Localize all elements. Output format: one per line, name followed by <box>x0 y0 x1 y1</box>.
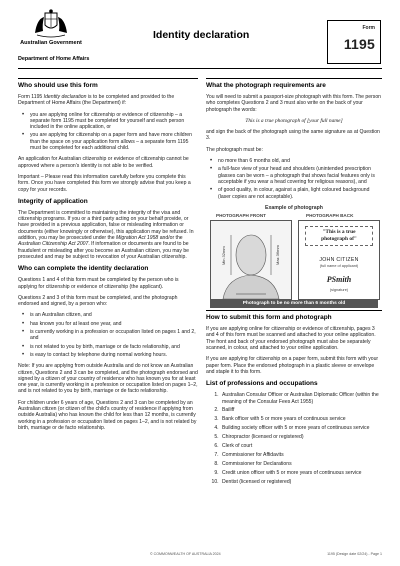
migration-act-italic: Migration Act 1958 <box>115 235 159 242</box>
photo-req-p1: You will need to submit a passport-size photograph with this form. The person who completes Questions 2 and 3 must also write on the back of your photograph the words: <box>206 94 381 113</box>
submit-online-paragraph: If you are applying online for citizenship or evidence of citizenship, pages 3 and 4 of this form must be scanned and attached to your online application. The front and back of your endorsed photograph must also be separately scanned, in colour, and attached to your online application. <box>206 326 376 352</box>
department-name: Department of Home Affairs <box>18 56 90 62</box>
back-line-1: "This is a true <box>322 229 356 236</box>
photo-front-example <box>210 220 292 300</box>
important-paragraph: Important – Please read this information carefully before you complete this form. Once you have completed this form we strongly advise that you keep a copy for your records. <box>18 173 191 193</box>
list-item: 3. Bank officer with 5 or more years of continuous service <box>220 416 382 422</box>
list-item: • you are applying for citizenship on a paper form and have more children than the space on your application form allows – a separate form 1195 must be completed for each additional child. <box>30 132 198 151</box>
section-title-who-should-use: Who should use this form <box>18 82 98 89</box>
who-intro-text: Form 1195 <box>18 94 44 100</box>
section-title-how-to-submit: How to submit this form and photograph <box>206 314 332 322</box>
witness-criteria-list <box>18 312 198 358</box>
form-number-box <box>327 20 381 64</box>
section-title-photo-requirements: What the photograph requirements are <box>206 82 326 89</box>
min-width-label: Min 32mm <box>221 246 226 266</box>
coat-of-arms-icon <box>31 9 71 39</box>
list-item: • you are applying online for citizenship or evidence of citizenship – a separate form 1195 must be completed for yourself and each person included in the online application, or <box>30 112 198 131</box>
list-item: 8. Commissioner for Declarations <box>220 461 382 467</box>
integrity-paragraph <box>18 210 198 260</box>
list-item: • is easy to contact by telephone during normal working hours. <box>30 352 198 358</box>
page-title: Identity declaration <box>153 29 250 41</box>
left-column <box>18 78 198 436</box>
list-item: • is an Australian citizen, and <box>30 312 198 318</box>
photo-front-label: PHOTOGRAPH FRONT <box>216 213 266 219</box>
government-logo <box>18 9 84 46</box>
footer-copyright: © COMMONWEALTH OF AUSTRALIA 2024 <box>150 552 221 556</box>
photo-back-label: PHOTOGRAPH BACK <box>306 213 354 219</box>
photo-requirements-list <box>206 158 382 200</box>
children-paragraph: For children under 6 years of age, Questions 2 and 3 can be completed by an Australian citizen (or citizen of the child's country of residence if applying from outside Australia) who has known the child for less than 12 months, is currently working in a profession or occupation listed on pages 1–2, and is not related by birth, marriage or de facto relationship. <box>18 399 197 431</box>
who-intro <box>18 94 198 107</box>
back-signature: PSmith <box>326 275 352 285</box>
who-complete-p2: Questions 2 and 3 of this form must be completed, and the photograph endorsed and signed, by a person who: <box>18 294 178 308</box>
list-item: 2. Bailiff <box>220 407 382 413</box>
back-certification-text <box>305 229 373 243</box>
section-title-professions: List of professions and occupations <box>206 380 318 388</box>
who-complete-p1: Questions 1 and 4 of this form must be completed by the person who is applying for citizenship or evidence of citizenship (the applicant). <box>18 277 179 290</box>
integrity-text-mid: and/or the <box>158 235 183 242</box>
submit-paper-paragraph: If you are applying for citizenship on a paper form, submit this form with your paper form. Place the endorsed photograph in a plastic sleeve or envelope and staple it to this form. <box>206 356 379 375</box>
photo-age-caption: Photograph to be no more than 6 months old <box>210 300 378 308</box>
form-name-italic: Identity declaration <box>43 94 87 100</box>
list-item: • of good quality, in colour, against a plain, light coloured background (laser copies are not acceptable). <box>218 187 382 200</box>
list-item: 10. Dentist (licensed or registered) <box>220 479 382 485</box>
list-item: • is not related to you by birth, marriage or de facto relationship, and <box>30 344 198 350</box>
section-rule <box>206 78 382 79</box>
portrait-icon <box>211 221 291 299</box>
section-rule <box>18 78 198 79</box>
right-column <box>206 78 382 487</box>
max-width-label: Max 36mm <box>275 245 280 266</box>
photo-back-example <box>298 220 380 300</box>
identity-paragraph: An application for Australian citizenship or evidence of citizenship cannot be approved where a person's identity is not able to be verified. <box>18 156 189 169</box>
integrity-text-end: . If information or documents are found to be fraudulent or misleading after you become an Australian citizen, you may be prosecuted and may be subject to revocation of your Australian citizenship. <box>18 241 190 260</box>
back-name-caption: (full name of applicant) <box>319 264 359 269</box>
list-item: 9. Credit union officer with 5 or more years of continuous service <box>220 470 382 476</box>
section-title-who-can-complete: Who can complete the identity declaration <box>18 265 149 273</box>
example-photo-figure <box>206 213 382 307</box>
form-label: Form <box>362 25 375 31</box>
list-item: 7. Commissioner for Affidavits <box>220 452 382 458</box>
list-item: 6. Clerk of court <box>220 443 382 449</box>
photo-req-p2: and sign the back of the photograph using the same signature as at Question 3. <box>206 129 380 142</box>
list-item: 5. Chiropractor (licensed or registered) <box>220 434 382 440</box>
list-item: • no more than 6 months old, and <box>218 158 382 164</box>
form-number: 1195 <box>343 36 375 52</box>
header-rule <box>18 68 382 69</box>
government-name: Australian Government <box>20 40 82 46</box>
section-rule <box>206 310 382 311</box>
footer-page-info: 1195 (Design date 02/24) - Page 1 <box>327 552 382 556</box>
back-line-2: photograph of" <box>321 235 357 242</box>
professions-list <box>206 392 382 485</box>
certification-wording: This is a true photograph of [your full name] <box>245 117 343 124</box>
citizenship-act-italic: Australian Citizenship Act 2007 <box>18 241 89 248</box>
list-item: • a full-face view of your head and shoulders (unintended prescription glasses can be worn – a photograph that shows facial features only is acceptable if you wear a head covering for religious reasons), and <box>218 166 382 185</box>
who-intro-text-end: is to be completed and provided to the Department of Home Affairs (the Department) if: <box>18 94 175 107</box>
who-bullet-list <box>18 112 198 152</box>
back-signature-caption: (signature) <box>329 288 349 293</box>
back-applicant-name: JOHN CITIZEN <box>319 257 359 264</box>
photo-req-p3: The photograph must be: <box>206 146 263 153</box>
integrity-text: The Department is committed to maintaining the integrity of the visa and citizenship programs. If you or a third party acting on your behalf provide, or have provided in a previous application, false or misleading information or documents (either knowingly or otherwise), this application may be refused. In addition, you may be prosecuted under the <box>18 209 194 242</box>
list-item: • is currently working in a profession or occupation listed on pages 1 and 2, and <box>30 329 198 342</box>
list-item: 1. Australian Consular Officer or Australian Diplomatic Officer (within the meaning of the Consular Fees Act 1955) <box>220 392 382 405</box>
list-item: • has known you for at least one year, and <box>30 321 198 327</box>
list-item: 4. Building society officer with 5 or more years of continuous service <box>220 425 382 431</box>
example-photo-title: Example of photograph <box>265 204 323 211</box>
outside-australia-note: Note: If you are applying from outside Australia and do not know an Australian citizen, Questions 2 and 3 can be completed, and the photograph endorsed and signed by a citizen of your country of residence who has known you for at least one year, is currently working in a profession or occupation listed on pages 1–2, and is not related to you by birth, marriage or de facto relationship. <box>18 363 198 395</box>
section-title-integrity: Integrity of application <box>18 197 88 205</box>
